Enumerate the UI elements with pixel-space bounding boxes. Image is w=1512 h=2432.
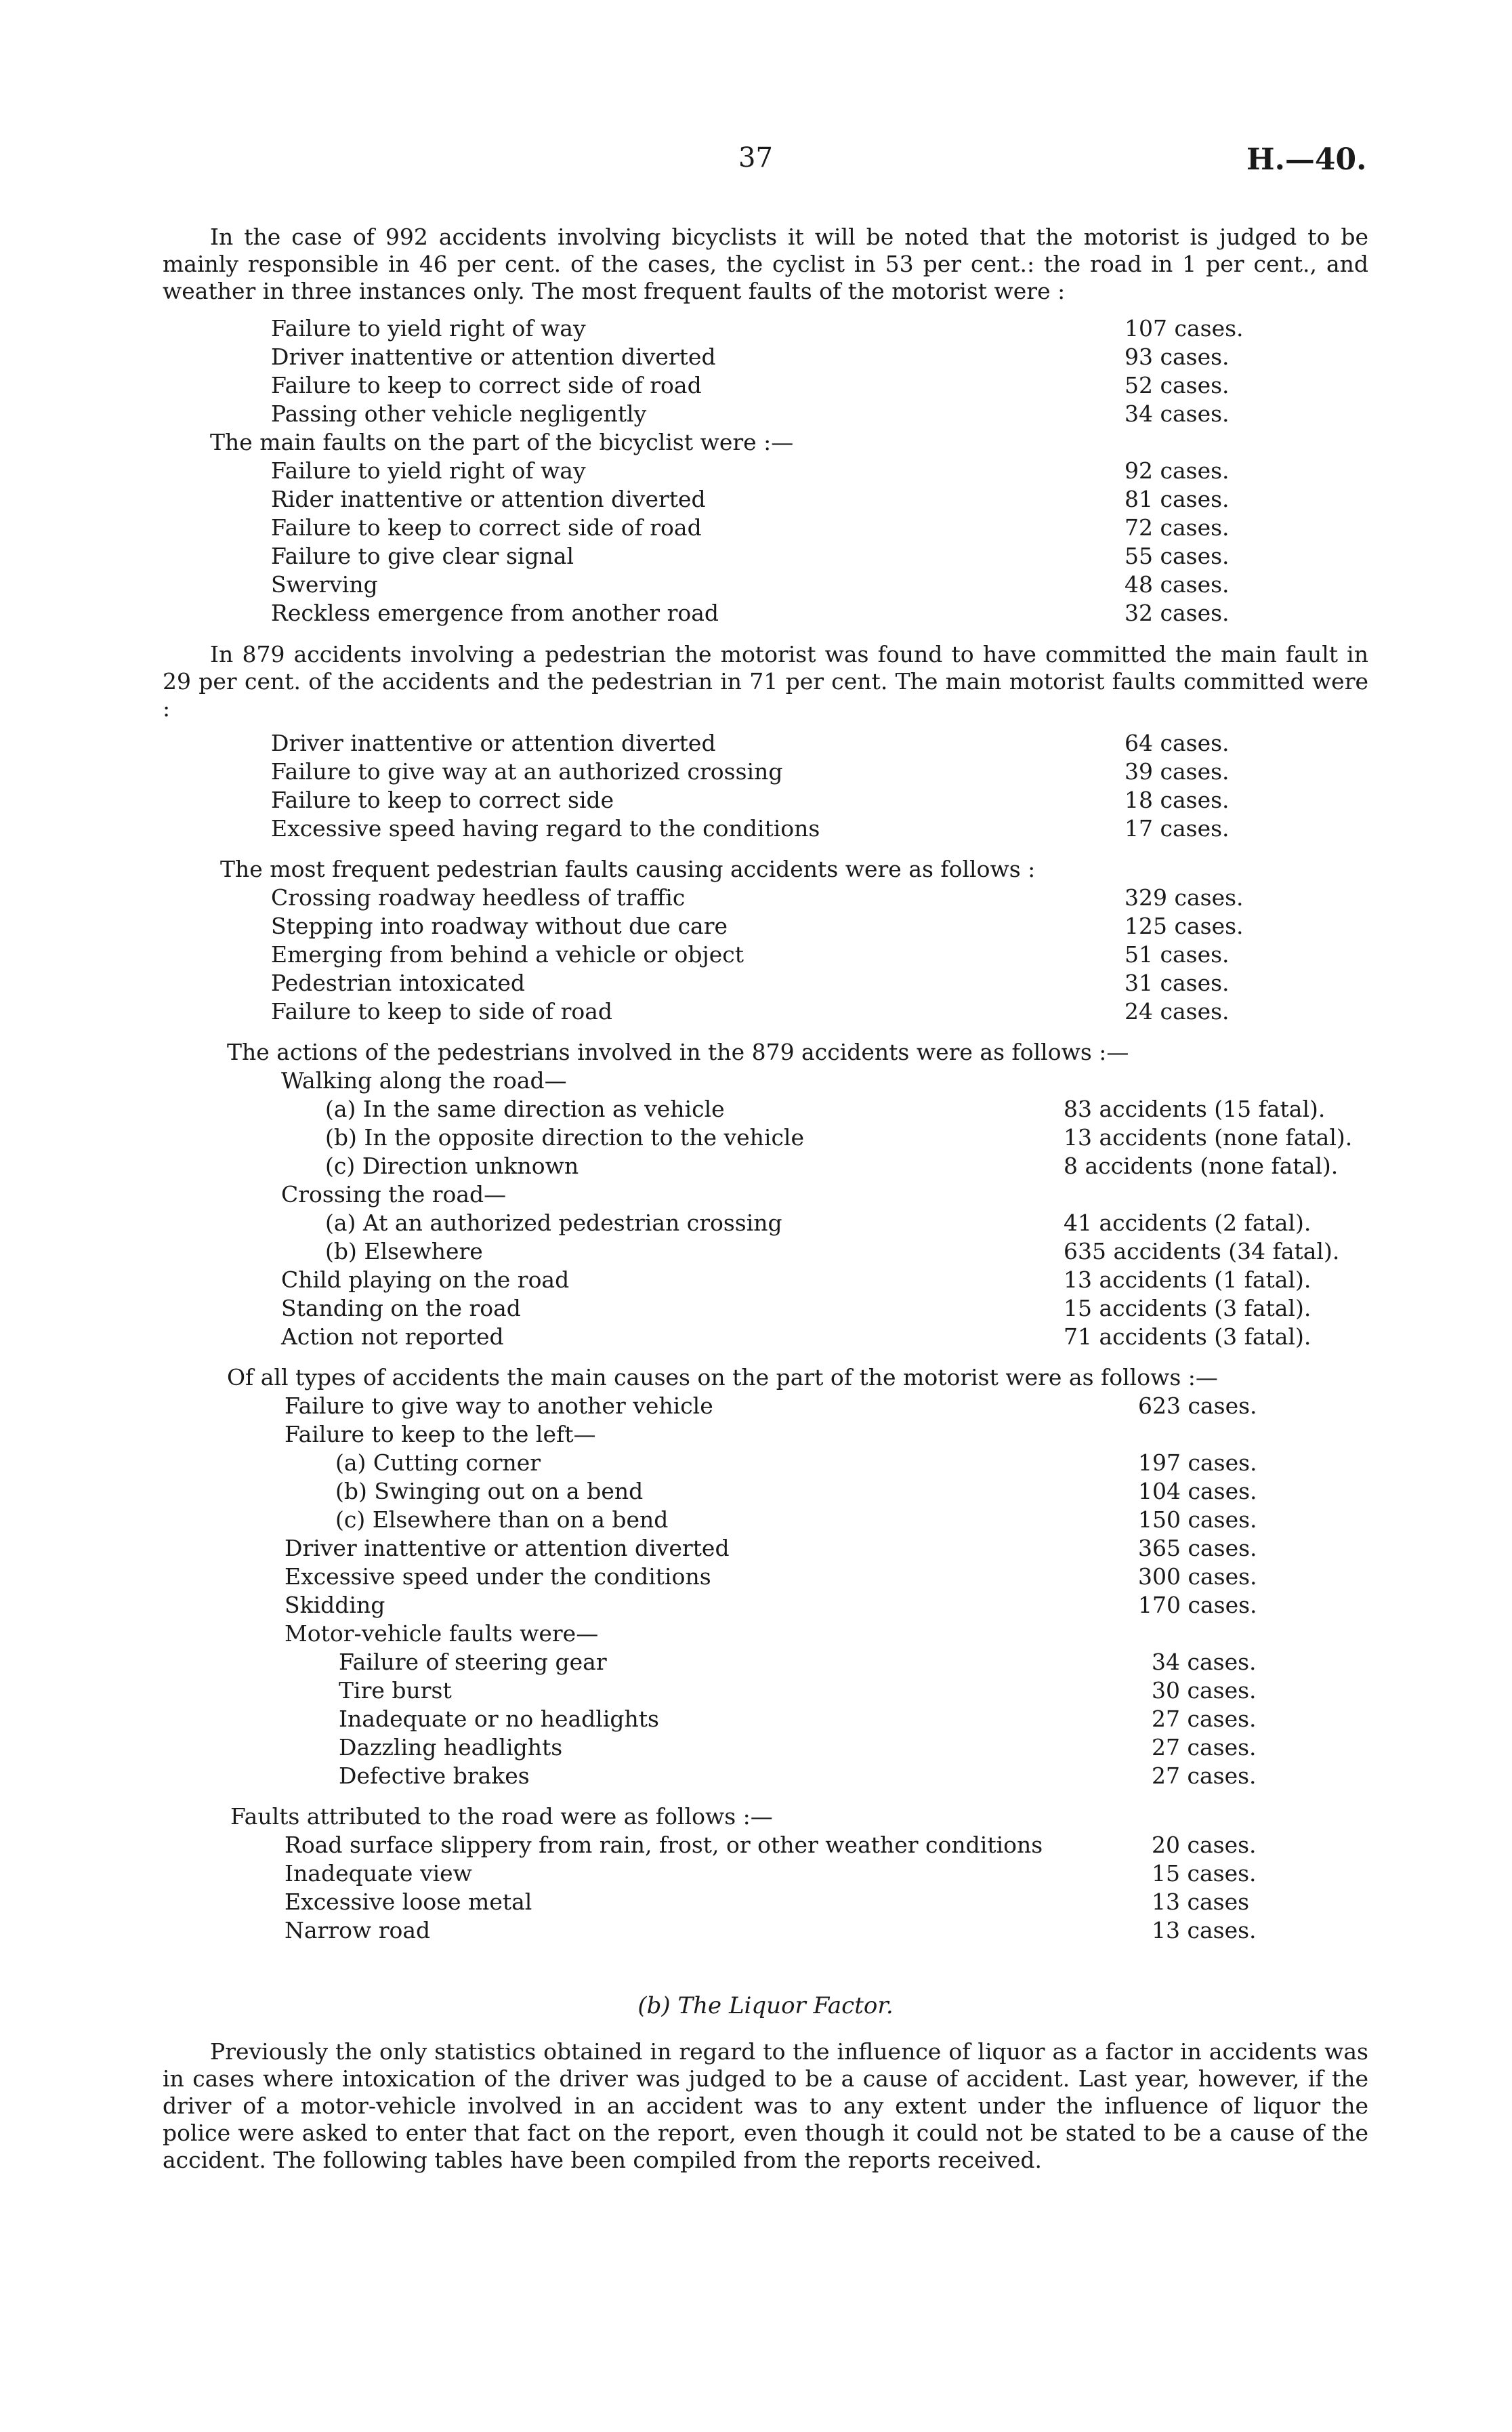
list-item: Swerving 48 cases.: [271, 571, 1230, 598]
list-item: Excessive speed having regard to the conditions 17 cases.: [271, 815, 1230, 842]
list-item: Child playing on the road 13 accidents (1 fatal).: [281, 1266, 1311, 1293]
list-item: Failure to keep to side of road 24 cases.: [271, 998, 1230, 1025]
list-item: (c) Elsewhere than on a bend 150 cases.: [335, 1506, 1257, 1533]
pedestrian-motorist-faults-list: [163, 729, 1368, 843]
list-item: Stepping into roadway without due care 125 cases.: [271, 913, 1244, 939]
road-faults-intro: Faults attributed to the road were as follows :—: [230, 1803, 773, 1830]
all-accidents-causes-list: [163, 1392, 1368, 1790]
list-item: (a) Cutting corner 197 cases.: [335, 1449, 1257, 1476]
list-item: Failure of steering gear 34 cases.: [339, 1649, 1257, 1675]
list-item: Excessive loose metal 13 cases: [285, 1889, 1250, 1915]
list-item: Failure to give clear signal 55 cases.: [271, 543, 1230, 569]
pedestrian-faults-intro: The most frequent pedestrian faults causing accidents were as follows :: [220, 856, 1036, 882]
list-item: Failure to keep to correct side 18 cases.: [271, 787, 1230, 813]
list-item: Excessive speed under the conditions 300 cases.: [285, 1563, 1257, 1590]
road-faults-list: [163, 1831, 1368, 1945]
list-subheading: Crossing the road—: [281, 1181, 507, 1208]
list-item: Inadequate or no headlights 27 cases.: [339, 1706, 1257, 1732]
list-item: Skidding 170 cases.: [285, 1592, 1257, 1618]
list-item: Driver inattentive or attention diverted 64 cases.: [271, 730, 1230, 756]
list-subheading: Failure to keep to the left—: [285, 1421, 596, 1447]
pedestrian-actions-intro: The actions of the pedestrians involved in the 879 accidents were as follows :—: [227, 1039, 1129, 1065]
list-item: Failure to yield right of way 92 cases.: [271, 457, 1230, 484]
list-item: Failure to keep to correct side of road 52 cases.: [271, 372, 1230, 398]
list-item: Emerging from behind a vehicle or object 51 cases.: [271, 941, 1230, 968]
list-item: Defective brakes 27 cases.: [339, 1763, 1257, 1789]
list-item: (a) At an authorized pedestrian crossing 41 accidents (2 fatal).: [325, 1210, 1311, 1236]
list-item: Driver inattentive or attention diverted 365 cases.: [285, 1535, 1257, 1561]
list-subheading: Walking along the road—: [281, 1067, 567, 1094]
list-item: Driver inattentive or attention diverted 93 cases.: [271, 344, 1230, 370]
bicyclist-faults-list: [163, 457, 1368, 627]
list-item: Inadequate view 15 cases.: [285, 1860, 1257, 1887]
list-item: Reckless emergence from another road 32 cases.: [271, 600, 1230, 626]
bicyclist-faults-intro: The main faults on the part of the bicyclist were :—: [210, 429, 794, 455]
all-accidents-intro: Of all types of accidents the main causes on the part of the motorist were as follows :—: [227, 1364, 1218, 1390]
list-item: Road surface slippery from rain, frost, or other weather conditions 20 cases.: [285, 1832, 1257, 1858]
list-item: Action not reported 71 accidents (3 fatal).: [281, 1323, 1311, 1350]
page-header: [0, 142, 1512, 183]
page-content: [163, 224, 1368, 2174]
liquor-factor-paragraph: Previously the only statistics obtained in regard to the influence of liquor as a factor in accidents was in cases where intoxication of the driver was judged to be a cause of accident. Last year, however, if the driver of a motor-vehicle involved in an accident was to any extent under the influence of liquor the police were asked to enter that fact on the report, even though it could not be stated to be a cause of the accident. The following tables have been compiled from the reports received.: [163, 2038, 1368, 2173]
list-item: Crossing roadway heedless of traffic 329 cases.: [271, 884, 1244, 911]
list-subheading: Motor-vehicle faults were—: [285, 1620, 599, 1647]
list-item: Failure to keep to correct side of road 72 cases.: [271, 514, 1230, 541]
list-item: Failure to give way to another vehicle 623 cases.: [285, 1393, 1257, 1419]
list-item: Pedestrian intoxicated 31 cases.: [271, 970, 1230, 996]
section-title: (b) The Liquor Factor.: [637, 1992, 894, 2019]
motorist-faults-list: [163, 314, 1368, 428]
pedestrian-faults-list: [163, 884, 1368, 1026]
list-item: (c) Direction unknown 8 accidents (none fatal).: [325, 1153, 1339, 1179]
list-item: Failure to give way at an authorized crossing 39 cases.: [271, 758, 1230, 785]
bicyclist-paragraph: In the case of 992 accidents involving bicyclists it will be noted that the motorist is judged to be mainly responsible in 46 per cent. of the cases, the cyclist in 53 per cent.: the road in 1 per cent., and weather in three instances only. The most frequent faults of the motorist were :: [163, 224, 1368, 304]
list-item: Narrow road 13 cases.: [285, 1917, 1257, 1943]
list-item: (b) Swinging out on a bend 104 cases.: [335, 1478, 1257, 1504]
list-item: Tire burst 30 cases.: [339, 1677, 1257, 1704]
list-item: Standing on the road 15 accidents (3 fatal).: [281, 1295, 1311, 1321]
list-item: (b) In the opposite direction to the vehicle 13 accidents (none fatal).: [325, 1124, 1353, 1151]
pedestrian-actions-list: [163, 1067, 1368, 1351]
list-item: Failure to yield right of way 107 cases.: [271, 315, 1244, 342]
pedestrian-paragraph: In 879 accidents involving a pedestrian the motorist was found to have committed the main fault in 29 per cent. of the accidents and the pedestrian in 71 per cent. The main motorist faults committed were :: [163, 641, 1368, 722]
list-item: Dazzling headlights 27 cases.: [339, 1734, 1257, 1760]
list-item: (a) In the same direction as vehicle 83 accidents (15 fatal).: [325, 1096, 1326, 1122]
page-number: 37: [738, 142, 773, 173]
document-reference: H.—40.: [1246, 142, 1367, 177]
list-item: (b) Elsewhere 635 accidents (34 fatal).: [325, 1238, 1340, 1264]
list-item: Passing other vehicle negligently 34 cases.: [271, 400, 1230, 427]
list-item: Rider inattentive or attention diverted 81 cases.: [271, 486, 1230, 512]
